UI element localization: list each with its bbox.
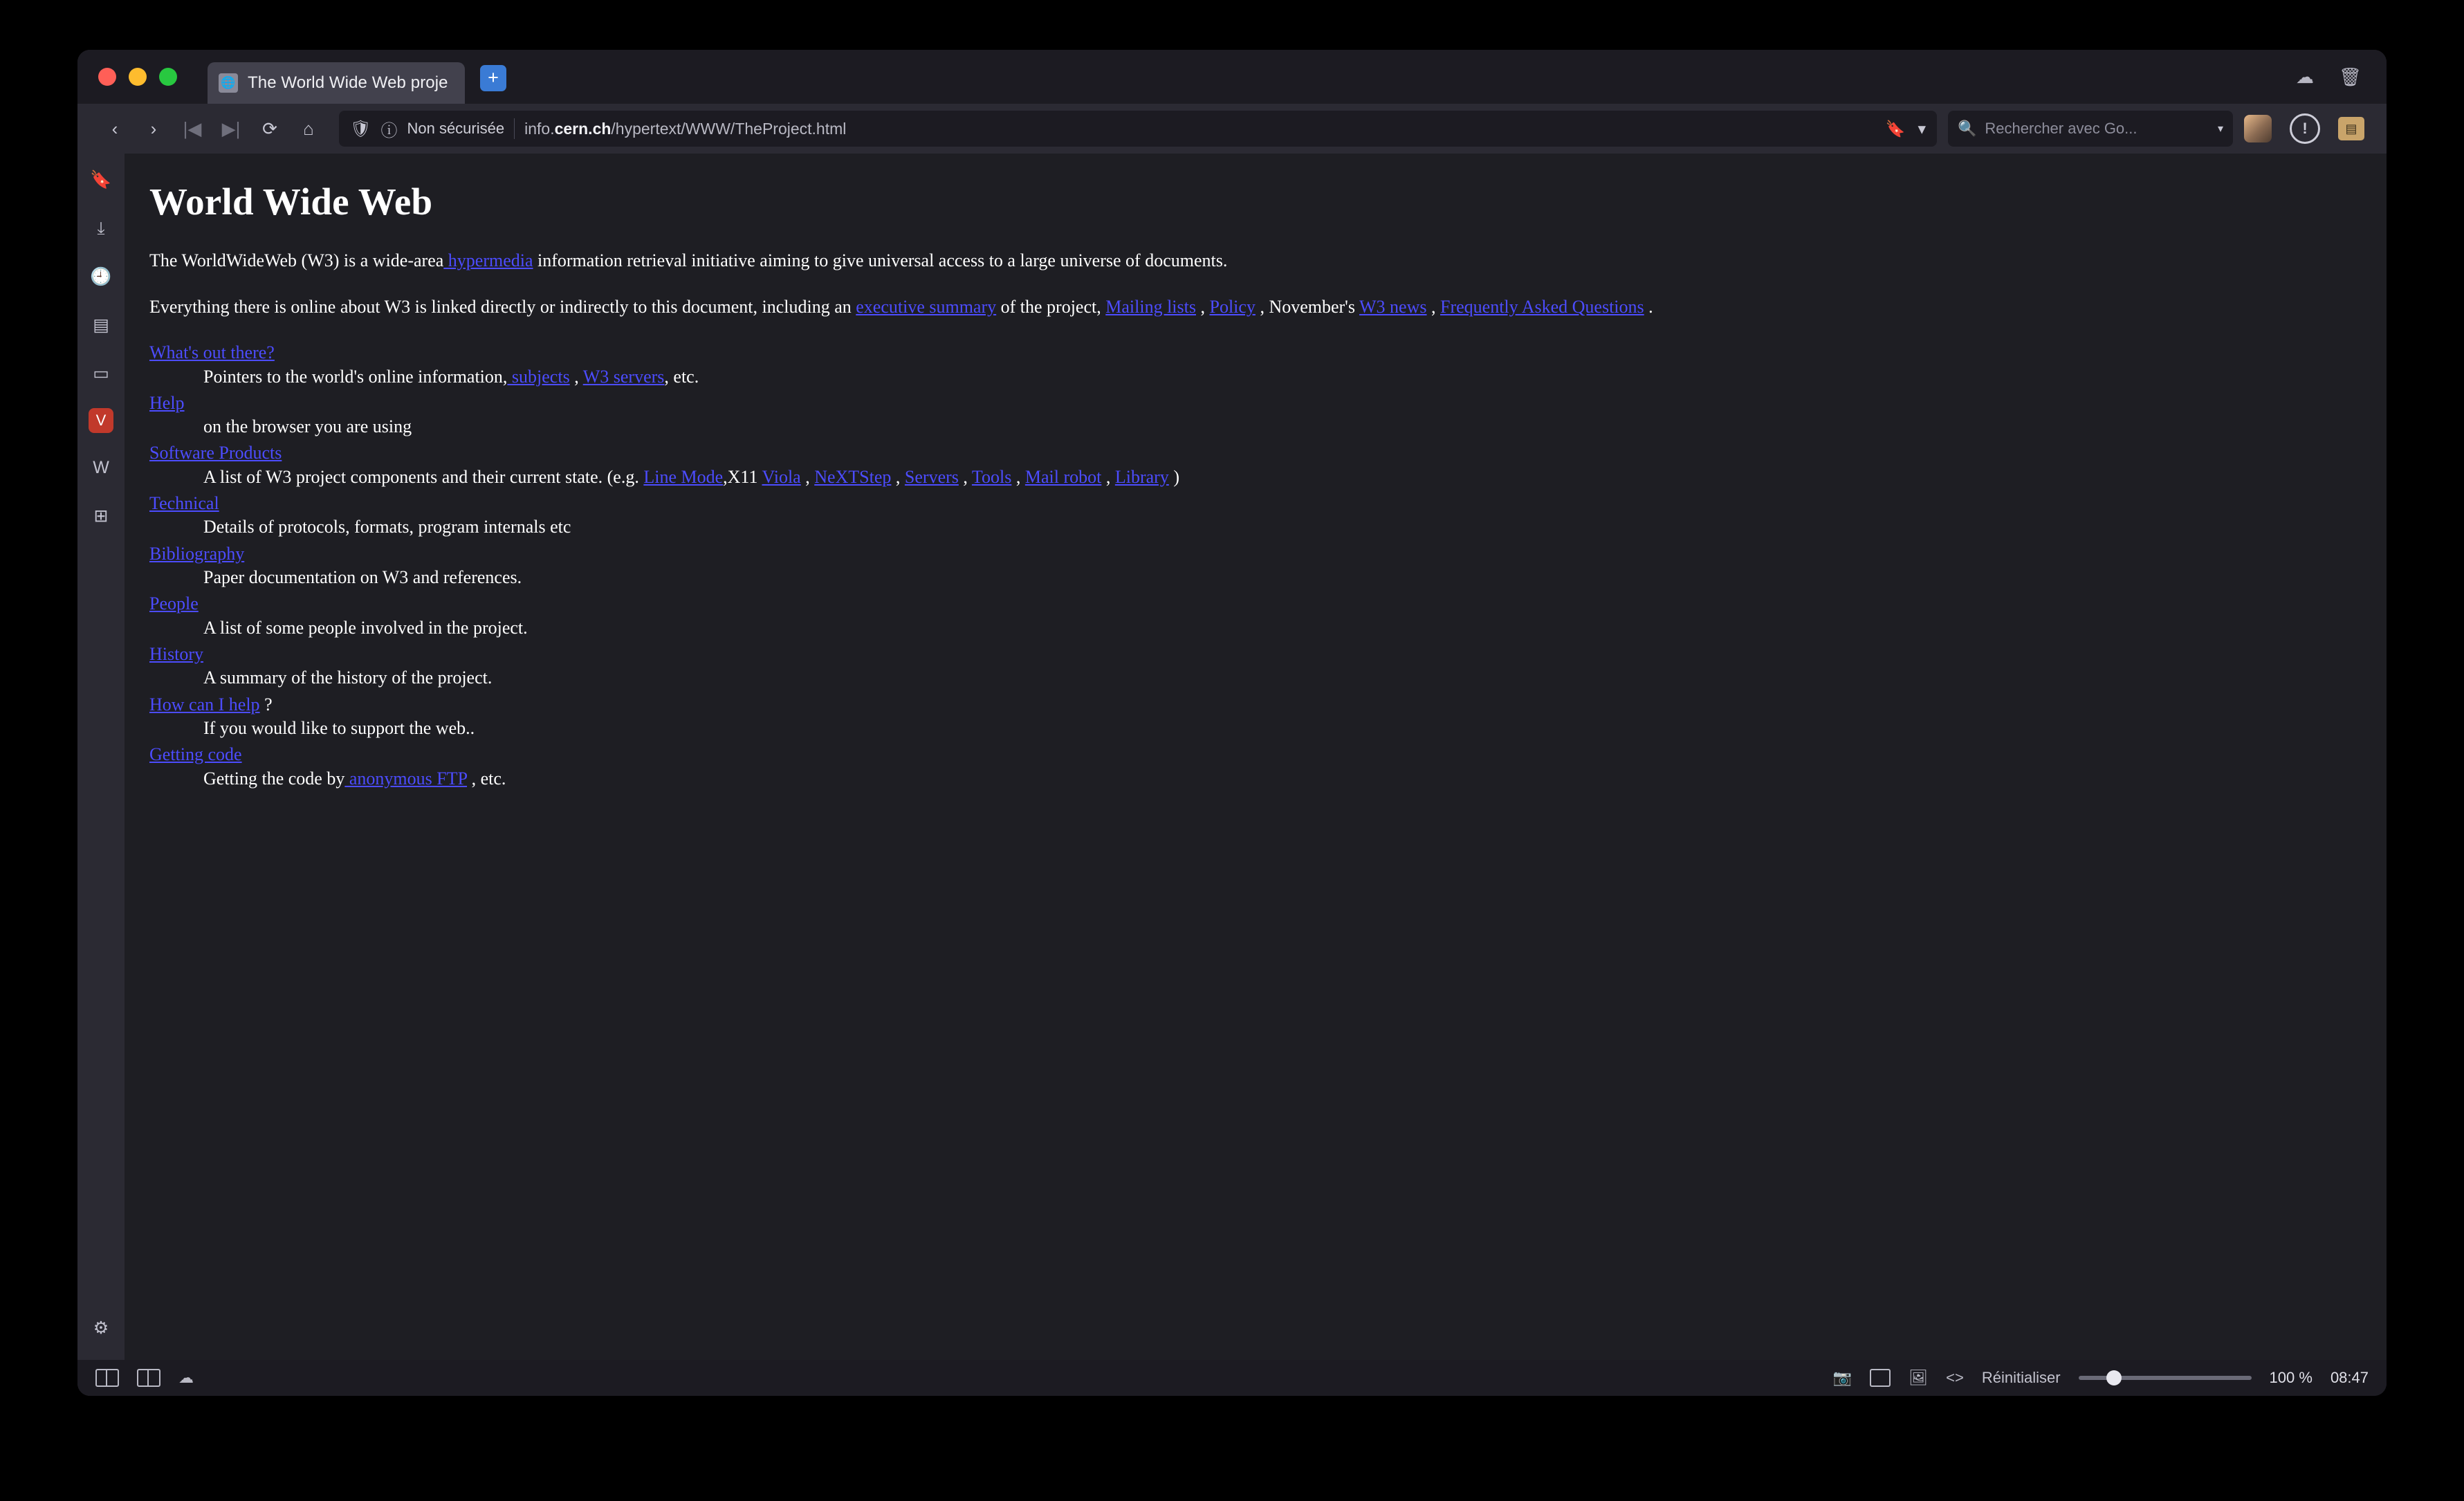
clock-label: 08:47 bbox=[2330, 1369, 2369, 1386]
sidebar-item-reading-list[interactable]: ▤ bbox=[93, 315, 109, 335]
tracking-shield-icon[interactable]: 🛡 bbox=[350, 119, 371, 138]
intro-text-after: information retrieval initiative aiming to give universal access to a large universe of documents. bbox=[533, 250, 1228, 270]
list-item-definition: Details of protocols, formats, program internals etc bbox=[203, 517, 571, 537]
sidebar-item-history[interactable]: 🕘 bbox=[90, 266, 112, 286]
list-item-term bbox=[149, 542, 2387, 566]
everything-text-5: , bbox=[1431, 297, 1436, 317]
zoom-reset-label[interactable]: Réinitialiser bbox=[1981, 1369, 2061, 1386]
entry-how-can-i-help bbox=[149, 693, 2387, 742]
back-button[interactable]: ‹ bbox=[111, 118, 118, 139]
list-item-definition: A list of W3 project components and their current state. (e.g. Line Mode,X11 Viola , NeXTStep , Servers , Tools , Mail robot , Library ) bbox=[203, 466, 1179, 487]
link-mail-robot[interactable]: Mail robot bbox=[1024, 466, 1102, 487]
trash-icon[interactable]: 🗑 bbox=[2338, 66, 2362, 87]
address-bar-url: info.cern.ch/hypertext/WWW/TheProject.html bbox=[524, 119, 847, 138]
sidebar-item-vivaldi-mail[interactable]: V bbox=[89, 408, 113, 433]
link-tools[interactable]: Tools bbox=[971, 466, 1012, 487]
list-item-term bbox=[149, 341, 2387, 365]
link-w3-news[interactable]: W3 news bbox=[1359, 297, 1427, 317]
entry-history bbox=[149, 643, 2387, 692]
link-policy[interactable]: Policy bbox=[1209, 297, 1256, 317]
link-getting-code[interactable]: Getting code bbox=[149, 744, 242, 765]
toolbar-icons bbox=[2244, 113, 2369, 144]
tile-icon[interactable] bbox=[137, 1369, 160, 1387]
link-whats-out-there[interactable]: What's out there? bbox=[149, 342, 275, 363]
def-text-1: Pointers to the world's online information, bbox=[203, 366, 508, 387]
content-area bbox=[77, 154, 2387, 1360]
address-bar-actions bbox=[1886, 120, 1926, 138]
www-document bbox=[137, 180, 2387, 792]
def-text-suffix: , etc. bbox=[471, 768, 506, 789]
everything-text-1: Everything there is online about W3 is linked directly or indirectly to this document, including an bbox=[149, 297, 852, 317]
browser-tab[interactable] bbox=[208, 62, 465, 104]
everything-text-6: . bbox=[1648, 297, 1653, 317]
cloud-icon[interactable]: ☁ bbox=[2295, 66, 2314, 87]
sidebar-item-wallet[interactable]: ▭ bbox=[93, 364, 109, 383]
list-item-term bbox=[149, 492, 2387, 515]
list-item-term bbox=[149, 743, 2387, 766]
sidebar-item-web-panel[interactable]: W bbox=[93, 457, 109, 477]
tabstrip-right-icons bbox=[2296, 66, 2387, 88]
everything-paragraph bbox=[149, 295, 2387, 319]
search-field[interactable] bbox=[1948, 111, 2233, 147]
link-executive-summary[interactable]: executive summary bbox=[856, 297, 997, 317]
chevron-down-icon[interactable]: ▾ bbox=[1918, 119, 1926, 138]
entry-software-products bbox=[149, 441, 2387, 490]
term-suffix: ? bbox=[264, 694, 273, 715]
list-item-definition bbox=[203, 767, 2387, 792]
list-item-definition: If you would like to support the web.. bbox=[203, 717, 475, 738]
status-bar-left bbox=[95, 1369, 194, 1387]
entry-whats-out-there bbox=[149, 341, 2387, 390]
entry-people bbox=[149, 592, 2387, 641]
link-faq[interactable]: Frequently Asked Questions bbox=[1440, 297, 1644, 317]
tab-title: The World Wide Web proje bbox=[248, 73, 448, 92]
home-button[interactable]: ⌂ bbox=[303, 118, 314, 139]
bookmark-icon[interactable]: 🔖 bbox=[1885, 119, 1906, 138]
close-window-button[interactable] bbox=[98, 68, 116, 86]
link-servers[interactable]: Servers bbox=[904, 466, 959, 487]
list-item-term bbox=[149, 693, 2387, 717]
browser-window bbox=[77, 50, 2387, 1396]
sidebar-item-add-panel[interactable]: ⊞ bbox=[93, 506, 109, 526]
zoom-slider-knob[interactable] bbox=[2106, 1370, 2122, 1385]
link-library[interactable]: Library bbox=[1114, 466, 1169, 487]
intro-paragraph bbox=[149, 248, 2387, 273]
link-anonymous-ftp[interactable]: anonymous FTP bbox=[344, 768, 468, 789]
def-text-mid: ,X11 bbox=[723, 466, 758, 487]
status-bar bbox=[77, 1360, 2387, 1396]
status-bar-right bbox=[1833, 1369, 2369, 1387]
list-item-term bbox=[149, 643, 2387, 666]
link-line-mode[interactable]: Line Mode bbox=[643, 466, 724, 487]
link-software-products[interactable]: Software Products bbox=[149, 443, 282, 463]
zoom-slider[interactable] bbox=[2079, 1376, 2252, 1380]
side-panel bbox=[77, 154, 125, 1360]
list-item-definition: Paper documentation on W3 and references. bbox=[203, 567, 522, 587]
intro-text-before: The WorldWideWeb (W3) is a wide-area bbox=[149, 250, 444, 270]
navigation-toolbar bbox=[77, 104, 2387, 154]
def-text-suffix: ) bbox=[1173, 466, 1179, 487]
search-icon: 🔍 bbox=[1958, 120, 1977, 137]
link-viola[interactable]: Viola bbox=[762, 466, 801, 487]
security-status-label: Non sécurisée bbox=[407, 120, 505, 137]
def-text-3: , etc. bbox=[664, 366, 699, 387]
sidebar-item-downloads[interactable]: ⤓ bbox=[97, 218, 105, 238]
page-title: World Wide Web bbox=[149, 181, 433, 223]
link-hypermedia[interactable]: hypermedia bbox=[443, 250, 533, 270]
developer-tools-icon[interactable]: <> bbox=[1946, 1369, 1964, 1386]
rewind-button[interactable]: |◀ bbox=[183, 118, 202, 139]
site-info-icon[interactable]: ⓘ bbox=[380, 121, 398, 140]
list-item-term bbox=[149, 441, 2387, 465]
link-bibliography[interactable]: Bibliography bbox=[149, 543, 245, 564]
everything-text-3: , bbox=[1200, 297, 1205, 317]
sidebar-item-bookmarks[interactable]: 🔖 bbox=[90, 169, 112, 190]
everything-text-4: , November's bbox=[1260, 297, 1355, 317]
list-item-definition bbox=[203, 365, 2387, 390]
list-item-definition: A list of some people involved in the project. bbox=[203, 617, 528, 638]
tab-favicon-icon: 🌐 bbox=[219, 73, 238, 93]
zoom-percentage: 100 % bbox=[2269, 1369, 2313, 1386]
reload-button[interactable]: ⟳ bbox=[262, 118, 277, 139]
list-item-definition: on the browser you are using bbox=[203, 416, 412, 437]
window-controls bbox=[77, 68, 177, 86]
address-bar[interactable] bbox=[339, 111, 1937, 147]
def-text-prefix: A list of W3 project components and their current state. (e.g. bbox=[203, 466, 639, 487]
link-history[interactable]: History bbox=[149, 643, 203, 664]
profile-avatar[interactable] bbox=[2244, 115, 2272, 142]
link-technical[interactable]: Technical bbox=[149, 493, 219, 514]
image-icon[interactable]: 🖼 bbox=[1909, 1369, 1929, 1386]
entry-help bbox=[149, 392, 2387, 441]
entry-technical bbox=[149, 492, 2387, 541]
zoom-window-button[interactable] bbox=[159, 68, 177, 86]
link-how-can-i-help[interactable]: How can I help bbox=[149, 694, 260, 715]
camera-icon[interactable]: 📷 bbox=[1832, 1369, 1852, 1386]
list-item-term bbox=[149, 392, 2387, 415]
link-help[interactable]: Help bbox=[149, 392, 185, 413]
tab-strip bbox=[77, 50, 2387, 104]
list-item-term bbox=[149, 592, 2387, 616]
settings-gear-icon[interactable]: ⚙ bbox=[93, 1318, 109, 1338]
link-nextstep[interactable]: NeXTStep bbox=[814, 466, 892, 487]
web-page-viewport bbox=[125, 154, 2387, 1360]
address-bar-divider bbox=[514, 118, 515, 139]
entry-bibliography bbox=[149, 542, 2387, 591]
link-w3-servers[interactable]: W3 servers bbox=[582, 366, 665, 387]
window-icon[interactable] bbox=[1870, 1369, 1891, 1387]
panel-toggle-icon[interactable] bbox=[95, 1369, 119, 1387]
everything-text-2: of the project, bbox=[1000, 297, 1101, 317]
forward-button[interactable]: › bbox=[150, 118, 157, 139]
sync-status-icon[interactable]: ! bbox=[2290, 113, 2320, 144]
search-engine-chevron-icon[interactable]: ▾ bbox=[2217, 123, 2223, 135]
search-placeholder: Rechercher avec Go... bbox=[1985, 120, 2137, 137]
extension-icon[interactable]: ▤ bbox=[2338, 117, 2364, 140]
link-subjects[interactable]: subjects bbox=[507, 366, 570, 387]
minimize-window-button[interactable] bbox=[129, 68, 147, 86]
list-item-definition: A summary of the history of the project. bbox=[203, 667, 493, 688]
fast-forward-button[interactable]: ▶| bbox=[221, 118, 241, 139]
new-tab-button[interactable]: + bbox=[480, 65, 506, 91]
cloud-sync-icon[interactable]: ☁ bbox=[178, 1369, 194, 1386]
entry-getting-code bbox=[149, 743, 2387, 792]
link-people[interactable]: People bbox=[149, 593, 199, 614]
def-text-prefix: Getting the code by bbox=[203, 768, 345, 789]
def-text-2: , bbox=[569, 366, 583, 387]
link-mailing-lists[interactable]: Mailing lists bbox=[1105, 297, 1196, 317]
